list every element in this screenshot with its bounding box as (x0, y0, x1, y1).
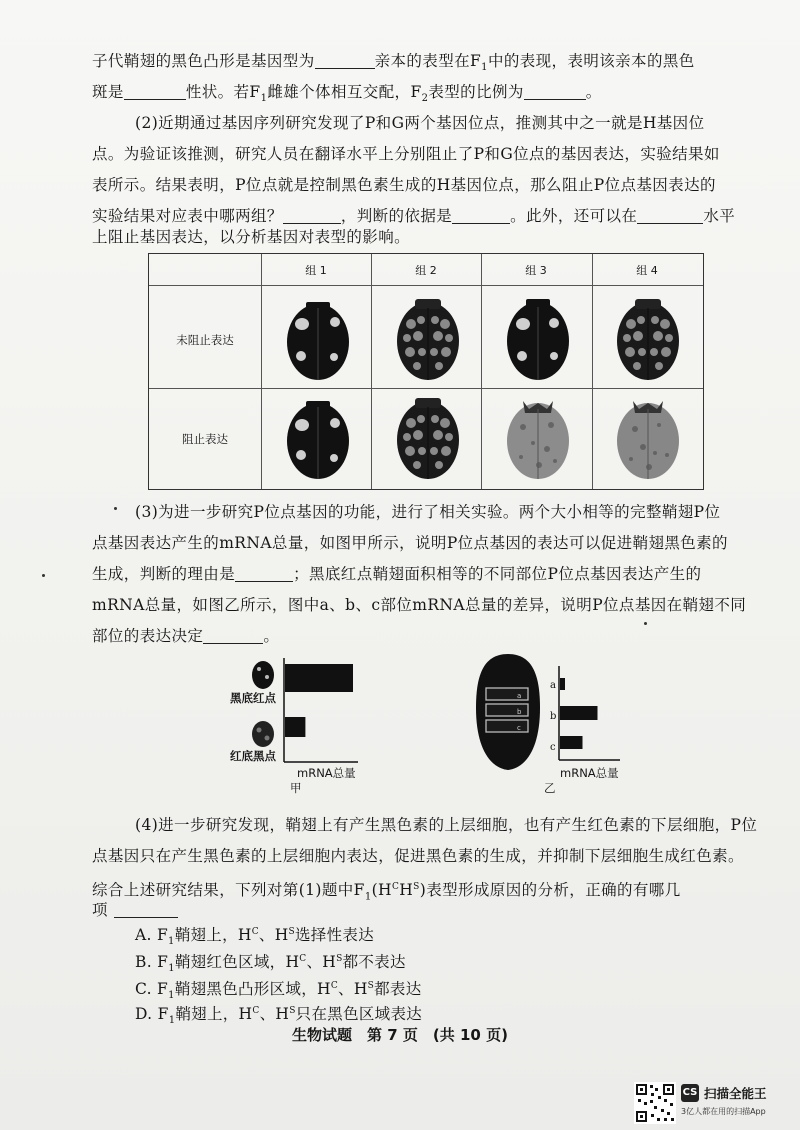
subscript: 1 (260, 93, 268, 105)
q3-line-2 (92, 528, 772, 559)
table-header-group-4: 组 4 (636, 264, 658, 277)
table-header-group-2: 组 2 (415, 264, 437, 277)
text: 。此外，还可以在 (510, 207, 638, 225)
beetle-red-black (252, 721, 274, 747)
bar-a (560, 678, 565, 690)
text: 鞘翅黑色凸形区域，H (174, 980, 331, 998)
table-divider (149, 388, 703, 389)
figure-caption-yi: 乙 (544, 781, 556, 795)
label-red-black: 红底黑点 (230, 749, 276, 763)
option-d[interactable] (135, 1002, 422, 1026)
table-divider (371, 254, 372, 489)
beetle-group3-blocked (503, 395, 573, 481)
text: 综合上述研究结果，下列对第(1)题中F (92, 881, 365, 900)
beetle-group2-unblocked (393, 296, 463, 382)
text: H (399, 881, 414, 900)
text: 部位的表达决定 (92, 627, 204, 645)
text: D. F (135, 1005, 169, 1023)
text: 都不表达 (342, 953, 406, 971)
answer-blank (524, 81, 586, 100)
q3-line-5 (92, 621, 772, 652)
text: 表所示。结果表明，P位点就是控制黑色素生成的H基因位点，那么阻止P位点基因表达的 (92, 176, 716, 194)
bar-b (560, 706, 598, 720)
subscript: 1 (481, 62, 488, 74)
bar-c (560, 736, 583, 749)
text: 项 (92, 901, 108, 919)
text: 生成，判断的理由是 (92, 565, 236, 583)
text: 点基因只在产生黑色素的上层细胞内表达，促进黑色素的生成，并抑制下层细胞生成红色素。 (92, 847, 744, 865)
subscript: 1 (168, 963, 175, 975)
answer-blank (203, 625, 263, 644)
scan-speck (114, 507, 117, 510)
text: C. F (135, 980, 169, 998)
region-c (486, 720, 528, 732)
text: 、H (306, 953, 337, 971)
answer-blank (235, 563, 293, 582)
beetle-group1-unblocked (283, 298, 353, 382)
text: 亲本的表型在F (374, 52, 482, 70)
subscript: 1 (168, 990, 175, 1002)
table-divider (592, 254, 593, 489)
region-b (486, 704, 528, 716)
text: (2)近期通过基因序列研究发现了P和G两个基因位点，推测其中之一就是H基因位 (135, 114, 705, 132)
text: mRNA总量，如图乙所示，图中a、b、c部位mRNA总量的差异，说明P位点基因在鞘翅不同 (92, 596, 747, 614)
text: 子代鞘翅的黑色凸形是基因型为 (92, 52, 315, 70)
q3-line-3 (92, 559, 772, 590)
q2-line-2 (92, 139, 772, 170)
table-divider (261, 254, 262, 489)
superscript: S (336, 953, 343, 964)
superscript: C (299, 953, 307, 964)
text: 水平 (703, 207, 736, 225)
table-header-group-3: 组 3 (525, 264, 547, 277)
superscript: S (413, 882, 420, 892)
beetle-group4-blocked (613, 395, 683, 481)
superscript: S (288, 926, 295, 937)
table-header-group-1: 组 1 (305, 264, 327, 277)
text: ；黑底红点鞘翅面积相等的不同部位P位点基因表达产生的 (293, 565, 702, 583)
option-a[interactable] (135, 923, 374, 947)
superscript: S (367, 980, 375, 991)
text: ，判断的依据是 (340, 207, 453, 225)
figure-caption-jia: 甲 (290, 781, 302, 795)
table-divider (149, 285, 703, 286)
text: A. F (135, 926, 169, 944)
beetle-group2-blocked (393, 395, 463, 481)
answer-blank (124, 81, 186, 100)
region-c-label: c (517, 724, 521, 732)
text: 、H (259, 1005, 290, 1023)
row-label-not-blocked: 未阻止表达 (176, 333, 234, 347)
subscript: 2 (421, 93, 429, 105)
text: 表型的比例为 (428, 83, 524, 101)
text: 点。为验证该推测，研究人员在翻译水平上分别阻止了P和G位点的基因表达，实验结果如 (92, 145, 720, 163)
subscript: 1 (168, 1015, 176, 1027)
tick-a: a (550, 680, 556, 691)
tick-c: c (550, 742, 556, 753)
text: 鞘翅上，H (174, 926, 252, 944)
text: 、H (258, 926, 289, 944)
region-a-label: a (517, 692, 522, 700)
text: 上阻止基因表达，以分析基因对表型的影响。 (92, 228, 411, 246)
beetle-black-red (252, 661, 274, 689)
text: 选择性表达 (295, 926, 375, 944)
scan-speck (42, 574, 45, 577)
region-a (486, 688, 528, 700)
region-b-label: b (517, 708, 522, 716)
bar-black-red (285, 664, 353, 692)
text: (H (371, 881, 392, 900)
q2-line-3 (92, 170, 772, 201)
text: 中的表现，表明该亲本的黑色 (487, 52, 695, 70)
q4-line-2 (92, 841, 772, 872)
text: 实验结果对应表中哪两组？ (92, 207, 283, 225)
superscript: C (252, 1005, 260, 1016)
qr-code-icon (634, 1082, 676, 1124)
watermark-sub: 3亿人都在用的扫描App (681, 1107, 766, 1116)
text: B. F (135, 953, 169, 971)
subscript: 1 (364, 891, 372, 903)
watermark-name: 扫描全能王 (704, 1086, 767, 1101)
text: 雌雄个体相互交配，F (267, 83, 422, 101)
q4-line-4 (92, 895, 772, 926)
scan-speck (644, 622, 647, 625)
superscript: C (251, 926, 259, 937)
table-divider (481, 254, 482, 489)
superscript: C (391, 882, 400, 892)
text: (4)进一步研究发现，鞘翅上有产生黑色素的上层细胞，也有产生红色素的下层细胞，P位 (135, 816, 758, 834)
q4-line-1 (135, 810, 800, 841)
answer-blank (114, 899, 178, 918)
tick-b: b (550, 711, 557, 722)
q2-line-1 (135, 108, 800, 139)
q3-line-1 (135, 497, 800, 528)
text: 点基因表达产生的mRNA总量，如图甲所示，说明P位点基因的表达可以促进鞘翅黑色素的 (92, 534, 728, 552)
option-c[interactable] (135, 977, 422, 1001)
text: 。 (585, 83, 602, 101)
text: 鞘翅红色区域，H (174, 953, 300, 971)
text: 性状。若F (185, 83, 261, 101)
bar-red-black (285, 717, 305, 737)
text: 鞘翅上，H (175, 1005, 253, 1023)
q2-line-5 (92, 222, 772, 253)
page-footer: 生物试题 第 7 页 (共 10 页) (292, 1026, 508, 1044)
label-black-red: 黑底红点 (230, 691, 276, 705)
text: )表型形成原因的分析，正确的有哪几 (419, 881, 681, 900)
text: 都表达 (374, 980, 422, 998)
text: 。 (263, 627, 280, 645)
text: 斑是 (92, 83, 124, 101)
text: 只在黑色区域表达 (295, 1005, 423, 1023)
superscript: C (330, 980, 339, 991)
row-label-blocked: 阻止表达 (182, 432, 228, 446)
beetle-group4-unblocked (613, 296, 683, 382)
subscript: 1 (168, 936, 175, 948)
beetle-group3-unblocked (503, 296, 573, 382)
x-axis-label: mRNA总量 (297, 766, 356, 780)
camscanner-logo-icon: CS (681, 1084, 699, 1102)
answer-blank (315, 50, 375, 69)
experiment-table (148, 253, 704, 490)
option-b[interactable] (135, 950, 406, 974)
text: (3)为进一步研究P位点基因的功能，进行了相关实验。两个大小相等的完整鞘翅P位 (135, 503, 721, 521)
text: 、H (338, 980, 368, 998)
superscript: S (289, 1005, 296, 1016)
x-axis-label-yi: mRNA总量 (560, 766, 619, 780)
beetle-group1-blocked (283, 397, 353, 481)
q3-line-4 (92, 590, 772, 621)
